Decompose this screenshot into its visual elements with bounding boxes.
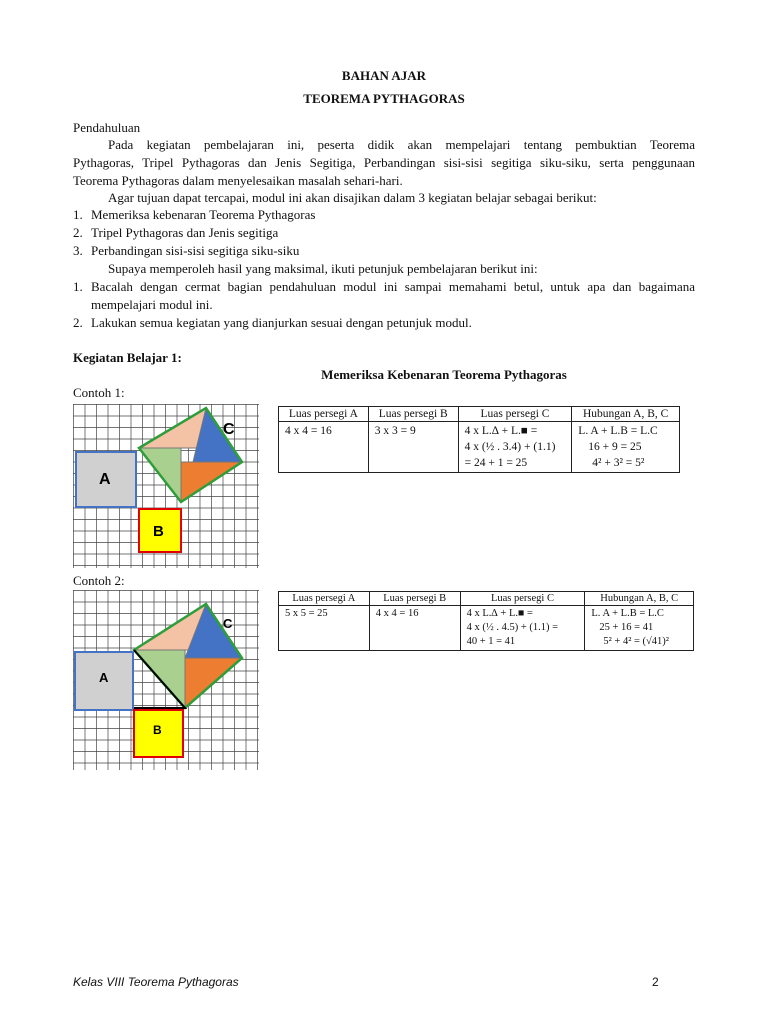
- footer-text: Kelas VIII Teorema Pythagoras: [73, 975, 239, 989]
- contoh1-table: [278, 406, 680, 473]
- label-b: B: [153, 723, 162, 737]
- contoh2-label: Contoh 2:: [73, 573, 125, 588]
- contoh2-table: [278, 591, 694, 651]
- intro-heading: Pendahuluan: [73, 120, 141, 135]
- intro-p3: Supaya memperoleh hasil yang maksimal, ikuti petunjuk pembelajaran berikut ini:: [108, 261, 538, 276]
- label-a: A: [99, 670, 109, 685]
- intro-p1-line2: Pythagoras, Tripel Pythagoras dan Jenis Segitiga, Perbandingan sisi-sisi segitiga siku-siku, serta penggunaan: [73, 155, 695, 170]
- list1-num-2: 2.: [73, 225, 83, 240]
- cell-luas-b: 4 x 4 = 16: [369, 606, 460, 651]
- label-c: C: [223, 616, 233, 631]
- cell-luas-a: 4 x 4 = 16: [279, 422, 369, 473]
- list2-num-2: 2.: [73, 315, 83, 330]
- header-luas-c: Luas persegi C: [460, 592, 585, 606]
- list2-num-1: 1.: [73, 279, 83, 294]
- kegiatan-subtitle: Memeriksa Kebenaran Teorema Pythagoras: [321, 367, 567, 382]
- list1-item-1: Memeriksa kebenaran Teorema Pythagoras: [91, 207, 316, 222]
- list1-num-1: 1.: [73, 207, 83, 222]
- list1-item-3: Perbandingan sisi-sisi segitiga siku-siku: [91, 243, 300, 258]
- cell-luas-b: 3 x 3 = 9: [368, 422, 458, 473]
- doc-title: BAHAN AJAR: [341, 68, 427, 83]
- header-luas-a: Luas persegi A: [279, 407, 369, 422]
- intro-p1-line3: Teorema Pythagoras dalam menyelesaikan masalah sehari-hari.: [73, 173, 403, 188]
- header-hubungan: Hubungan A, B, C: [585, 592, 694, 606]
- cell-luas-a: 5 x 5 = 25: [279, 606, 370, 651]
- cell-hubungan: L. A + L.B = L.C 16 + 9 = 25 4² + 3² = 5²: [572, 422, 680, 473]
- header-luas-b: Luas persegi B: [369, 592, 460, 606]
- cell-luas-c: 4 x L.∆ + L.■ = 4 x (½ . 3.4) + (1.1) = 24 + 1 = 25: [458, 422, 572, 473]
- list2-item-1-line2: mempelajari modul ini.: [91, 297, 213, 312]
- header-luas-b: Luas persegi B: [368, 407, 458, 422]
- label-a: A: [99, 471, 111, 488]
- page-number: 2: [652, 975, 659, 989]
- cell-hubungan: L. A + L.B = L.C 25 + 16 = 41 5² + 4² = (√41)²: [585, 606, 694, 651]
- list1-num-3: 3.: [73, 243, 83, 258]
- kegiatan-heading: Kegiatan Belajar 1:: [73, 350, 182, 365]
- label-c: C: [223, 421, 235, 438]
- list2-item-2: Lakukan semua kegiatan yang dianjurkan sesuai dengan petunjuk modul.: [91, 315, 472, 330]
- doc-subtitle: TEOREMA PYTHAGORAS: [303, 91, 465, 106]
- intro-p1-line1: Pada kegiatan pembelajaran ini, peserta didik akan mempelajari tentang pembuktian Teorema: [108, 137, 695, 152]
- list2-item-1-line1: Bacalah dengan cermat bagian pendahuluan modul ini sampai memahami betul, untuk apa dan bagaimana: [91, 279, 695, 294]
- cell-luas-c: 4 x L.∆ + L.■ = 4 x (½ . 4.5) + (1.1) = 40 + 1 = 41: [460, 606, 585, 651]
- intro-p2: Agar tujuan dapat tercapai, modul ini akan disajikan dalam 3 kegiatan belajar sebagai berikut:: [108, 190, 597, 205]
- contoh1-figure: [73, 404, 259, 568]
- contoh2-figure: [73, 590, 259, 770]
- header-hubungan: Hubungan A, B, C: [572, 407, 680, 422]
- contoh1-label: Contoh 1:: [73, 385, 125, 400]
- header-luas-a: Luas persegi A: [279, 592, 370, 606]
- label-b: B: [153, 523, 164, 540]
- header-luas-c: Luas persegi C: [458, 407, 572, 422]
- list1-item-2: Tripel Pythagoras dan Jenis segitiga: [91, 225, 279, 240]
